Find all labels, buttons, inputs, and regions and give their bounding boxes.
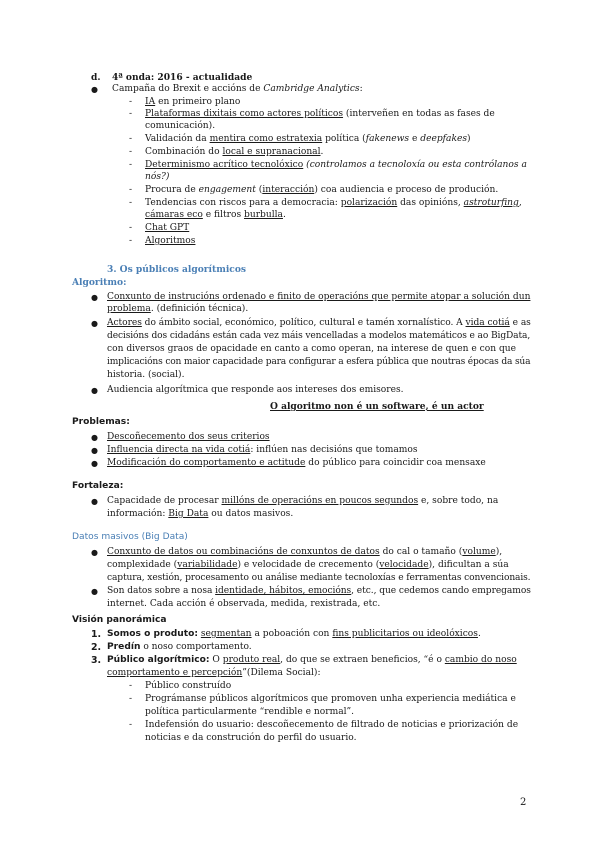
- dash-icon: -: [129, 720, 133, 730]
- vision-sub-3: Indefensión do usuario: descoñecemento de filtrado de noticias e priorización de: [145, 720, 519, 730]
- vision-item-1: Somos o produto: segmentan a poboación con fins publicitarios ou ideolóxicos.: [107, 629, 481, 639]
- bullet-icon: ●: [91, 459, 98, 468]
- list-number: 3.: [91, 655, 102, 666]
- bullet-icon: ●: [91, 293, 98, 302]
- dash-icon: -: [129, 147, 133, 157]
- son-line-1: Son datos sobre a nosa identidade, hábitos, emocións, etc., que cedemos cando empregamos: [107, 586, 531, 596]
- list-number: 2.: [91, 642, 102, 653]
- dash-icon: -: [129, 694, 133, 704]
- section-3-heading: 3. Os públicos algorítmicos: [107, 264, 247, 275]
- bullet-icon: ●: [91, 433, 98, 442]
- motto: O algoritmo non é un software, é un actor: [270, 401, 484, 412]
- bullet-icon: ●: [91, 548, 98, 557]
- actores-line-1: Actores do ámbito social, económico, político, cultural e tamén xornalístico. A vida cotiá e as: [107, 318, 531, 328]
- actores-line-4: implicacións con maior capacidade para configurar a esfera pública que noutras épocas da súa: [107, 357, 531, 367]
- dash-icon: -: [129, 134, 133, 144]
- son-line-2: internet. Cada acción é observada, medida, rexistrada, etc.: [107, 599, 381, 609]
- fortaleza-heading: Fortaleza:: [72, 481, 124, 491]
- actores-line-3: con diversos graos de opacidade en canto a como operan, na interese de quen e con que: [107, 344, 517, 354]
- problema-item: Descoñecemento dos seus criterios: [107, 432, 270, 442]
- bullet-icon: ●: [91, 319, 98, 328]
- wave-item-determinismo-cont: nós?): [145, 172, 170, 182]
- dash-icon: -: [129, 160, 133, 170]
- vision-sub-2: Prográmanse públicos algorítmicos que promoven unha experiencia mediática e: [145, 694, 516, 704]
- problema-item: Modificación do comportamento e actitude do público para coincidir coa mensaxe: [107, 458, 486, 468]
- bullet-icon: ●: [91, 446, 98, 455]
- wave-item-procura: Procura de engagement (interacción) coa audiencia e proceso de produción.: [145, 185, 499, 195]
- wave-item-ia: IA en primeiro plano: [145, 97, 241, 107]
- wave-item-combinacion: Combinación do local e supranacional.: [145, 147, 324, 157]
- dash-icon: -: [129, 236, 133, 246]
- wave-item-determinismo: Determinismo acrítico tecnolóxico (controlamos a tecnoloxía ou esta contrólanos a: [145, 160, 527, 170]
- algoritmo-definition: Conxunto de instrucións ordenado e finito de operacións que permite atopar a solución dun: [107, 292, 531, 302]
- dash-icon: -: [129, 681, 133, 691]
- bullet-icon: ●: [91, 386, 98, 395]
- datos-line-1: Conxunto de datos ou combinacións de conxuntos de datos do cal o tamaño (volume),: [107, 547, 503, 557]
- wave-item-plataformas: Plataformas dixitais como actores políticos (interveñen en todas as fases de: [145, 109, 495, 119]
- vision-heading: Visión panorámica: [72, 615, 167, 625]
- wave-item-validacion: Validación da mentira como estratexia política (fakenews e deepfakes): [145, 134, 471, 144]
- vision-sub-3-cont: noticias e da construción do perfil do usuario.: [145, 733, 357, 743]
- audiencia-line: Audiencia algorítmica que responde aos intereses dos emisores.: [107, 385, 404, 395]
- problemas-heading: Problemas:: [72, 417, 130, 427]
- dash-icon: -: [129, 109, 133, 119]
- fortaleza-line-1: Capacidade de procesar millóns de operacións en poucos segundos e, sobre todo, na: [107, 496, 499, 506]
- dash-icon: -: [129, 223, 133, 233]
- dash-icon: -: [129, 97, 133, 107]
- problema-item: Influencia directa na vida cotiá: inflúen nas decisións que tomamos: [107, 445, 418, 455]
- wave-item-plataformas-cont: comunicación).: [145, 121, 216, 131]
- bullet-icon: ●: [91, 587, 98, 596]
- actores-line-5: historia. (social).: [107, 370, 185, 380]
- fortaleza-line-2: información: Big Data ou datos masivos.: [107, 509, 294, 519]
- wave-item-chatgpt: Chat GPT: [145, 223, 190, 233]
- algoritmo-definition-cont: problema. (definición técnica).: [107, 304, 249, 314]
- actores-line-2: decisións dos cidadáns están cada vez máis vencelladas a modelos matemáticos e ao BigData,: [107, 331, 531, 341]
- wave-heading: 4ª onda: 2016 - actualidade: [112, 72, 253, 83]
- list-number: 1.: [91, 629, 102, 640]
- wave-item-tendencias: Tendencias con riscos para a democracia: polarización das opinións, astroturfing,: [145, 198, 522, 208]
- algoritmo-heading: Algoritmo:: [72, 277, 127, 288]
- vision-item-3: Público algorítmico: O produto real, do que se extraen beneficios, “é o cambio do noso: [107, 655, 517, 665]
- dash-icon: -: [129, 198, 133, 208]
- datos-masivos-heading: Datos masivos (Big Data): [72, 532, 188, 542]
- vision-sub-1: Público construído: [145, 681, 232, 691]
- campaign-line: Campaña do Brexit e accións de Cambridge Analytics:: [112, 84, 363, 94]
- list-letter: d.: [91, 72, 101, 83]
- bullet-icon: ●: [91, 85, 98, 94]
- wave-item-tendencias-cont: cámaras eco e filtros burbulla.: [145, 210, 286, 220]
- bullet-icon: ●: [91, 497, 98, 506]
- datos-line-3: captura, xestión, procesamento ou análise mediante tecnoloxías e ferramentas convencionais.: [107, 573, 531, 583]
- wave-item-algoritmos: Algoritmos: [145, 236, 196, 246]
- vision-item-3-cont: comportamento e percepción”(Dilema Social):: [107, 668, 321, 678]
- vision-item-2: Predín o noso comportamento.: [107, 642, 252, 652]
- page-number: 2: [520, 797, 527, 808]
- dash-icon: -: [129, 185, 133, 195]
- vision-sub-2-cont: política particularmente “rendible e normal”.: [145, 707, 355, 717]
- datos-line-2: complexidade (variabilidade) e velocidade de crecemento (velocidade), dificultan a súa: [107, 560, 509, 570]
